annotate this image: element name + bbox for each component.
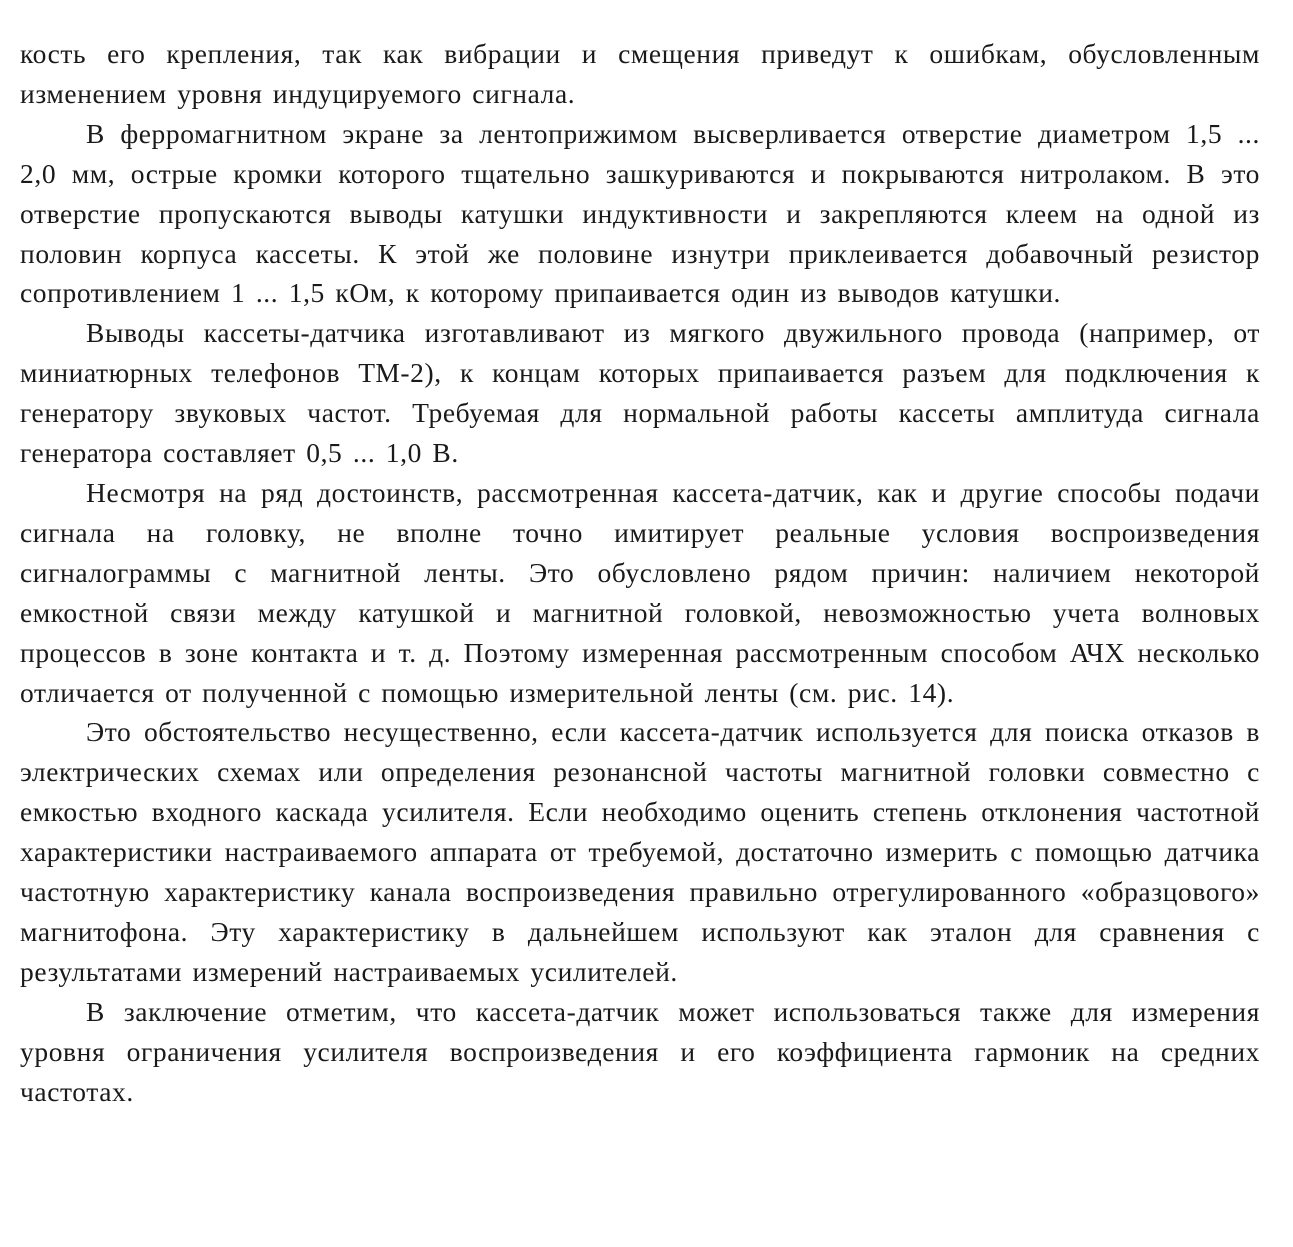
paragraph-usage: Это обстоятельство несущественно, если кассета-датчик используется для поиска отказов в электрических схемах или определения резонансной частоты магнитной головки совместно с емкостью входного каскада усилителя. Если необходимо оценить степень отклонения частотной характеристики настраиваемого аппарата от требуемой, достаточно измерить с помощью датчика частотную характеристику канала воспроизведения правильно отрегулированного «образцового» магнитофона. Эту характеристику в дальнейшем используют как эталон для сравнения с результатами измерений настраиваемых усилителей. — [20, 716, 1260, 987]
paragraph-cassette-leads: Выводы кассеты-датчика изготавливают из мягкого двужильного провода (например, от миниатюрных телефонов ТМ-2), к концам которых припаивается разъем для подключения к генератору звуковых частот. Требуемая для нормальной работы кассеты амплитуда сигнала генератора составляет 0,5 ... 1,0 В. — [20, 317, 1260, 469]
page-text — [20, 34, 1260, 1111]
paragraph-continuation: кость его крепления, так как вибрации и смещения приведут к ошибкам, обусловленным изменением уровня индуцируемого сигнала. — [20, 38, 1260, 109]
paragraph-screen-hole: В ферромагнитном экране за лентоприжимом высверливается отверстие диаметром 1,5 ... 2,0 мм, острые кромки которого тщательно зашкуриваются и покрываются нитролаком. В это отверстие пропускаются выводы катушки индуктивности и закрепляются клеем на одной из половин корпуса кассеты. К этой же половине изнутри приклеивается добавочный резистор сопротивлением 1 ... 1,5 кОм, к которому припаивается один из выводов катушки. — [20, 117, 1260, 309]
paragraph-conclusion: В заключение отметим, что кассета-датчик может использоваться также для измерения уровня ограничения усилителя воспроизведения и его коэффициента гармоник на средних частотах. — [20, 995, 1260, 1107]
paragraph-limitations: Несмотря на ряд достоинств, рассмотренная кассета-датчик, как и другие способы подачи сигнала на головку, не вполне точно имитирует реальные условия воспроизведения сигналограммы с магнитной ленты. Это обусловлено рядом причин: наличием некоторой емкостной связи между катушкой и магнитной головкой, невозможностью учета волновых процессов в зоне контакта и т. д. Поэтому измеренная рассмотренным способом АЧХ несколько отличается от полученной с помощью измерительной ленты (см. рис. 14). — [20, 476, 1260, 708]
